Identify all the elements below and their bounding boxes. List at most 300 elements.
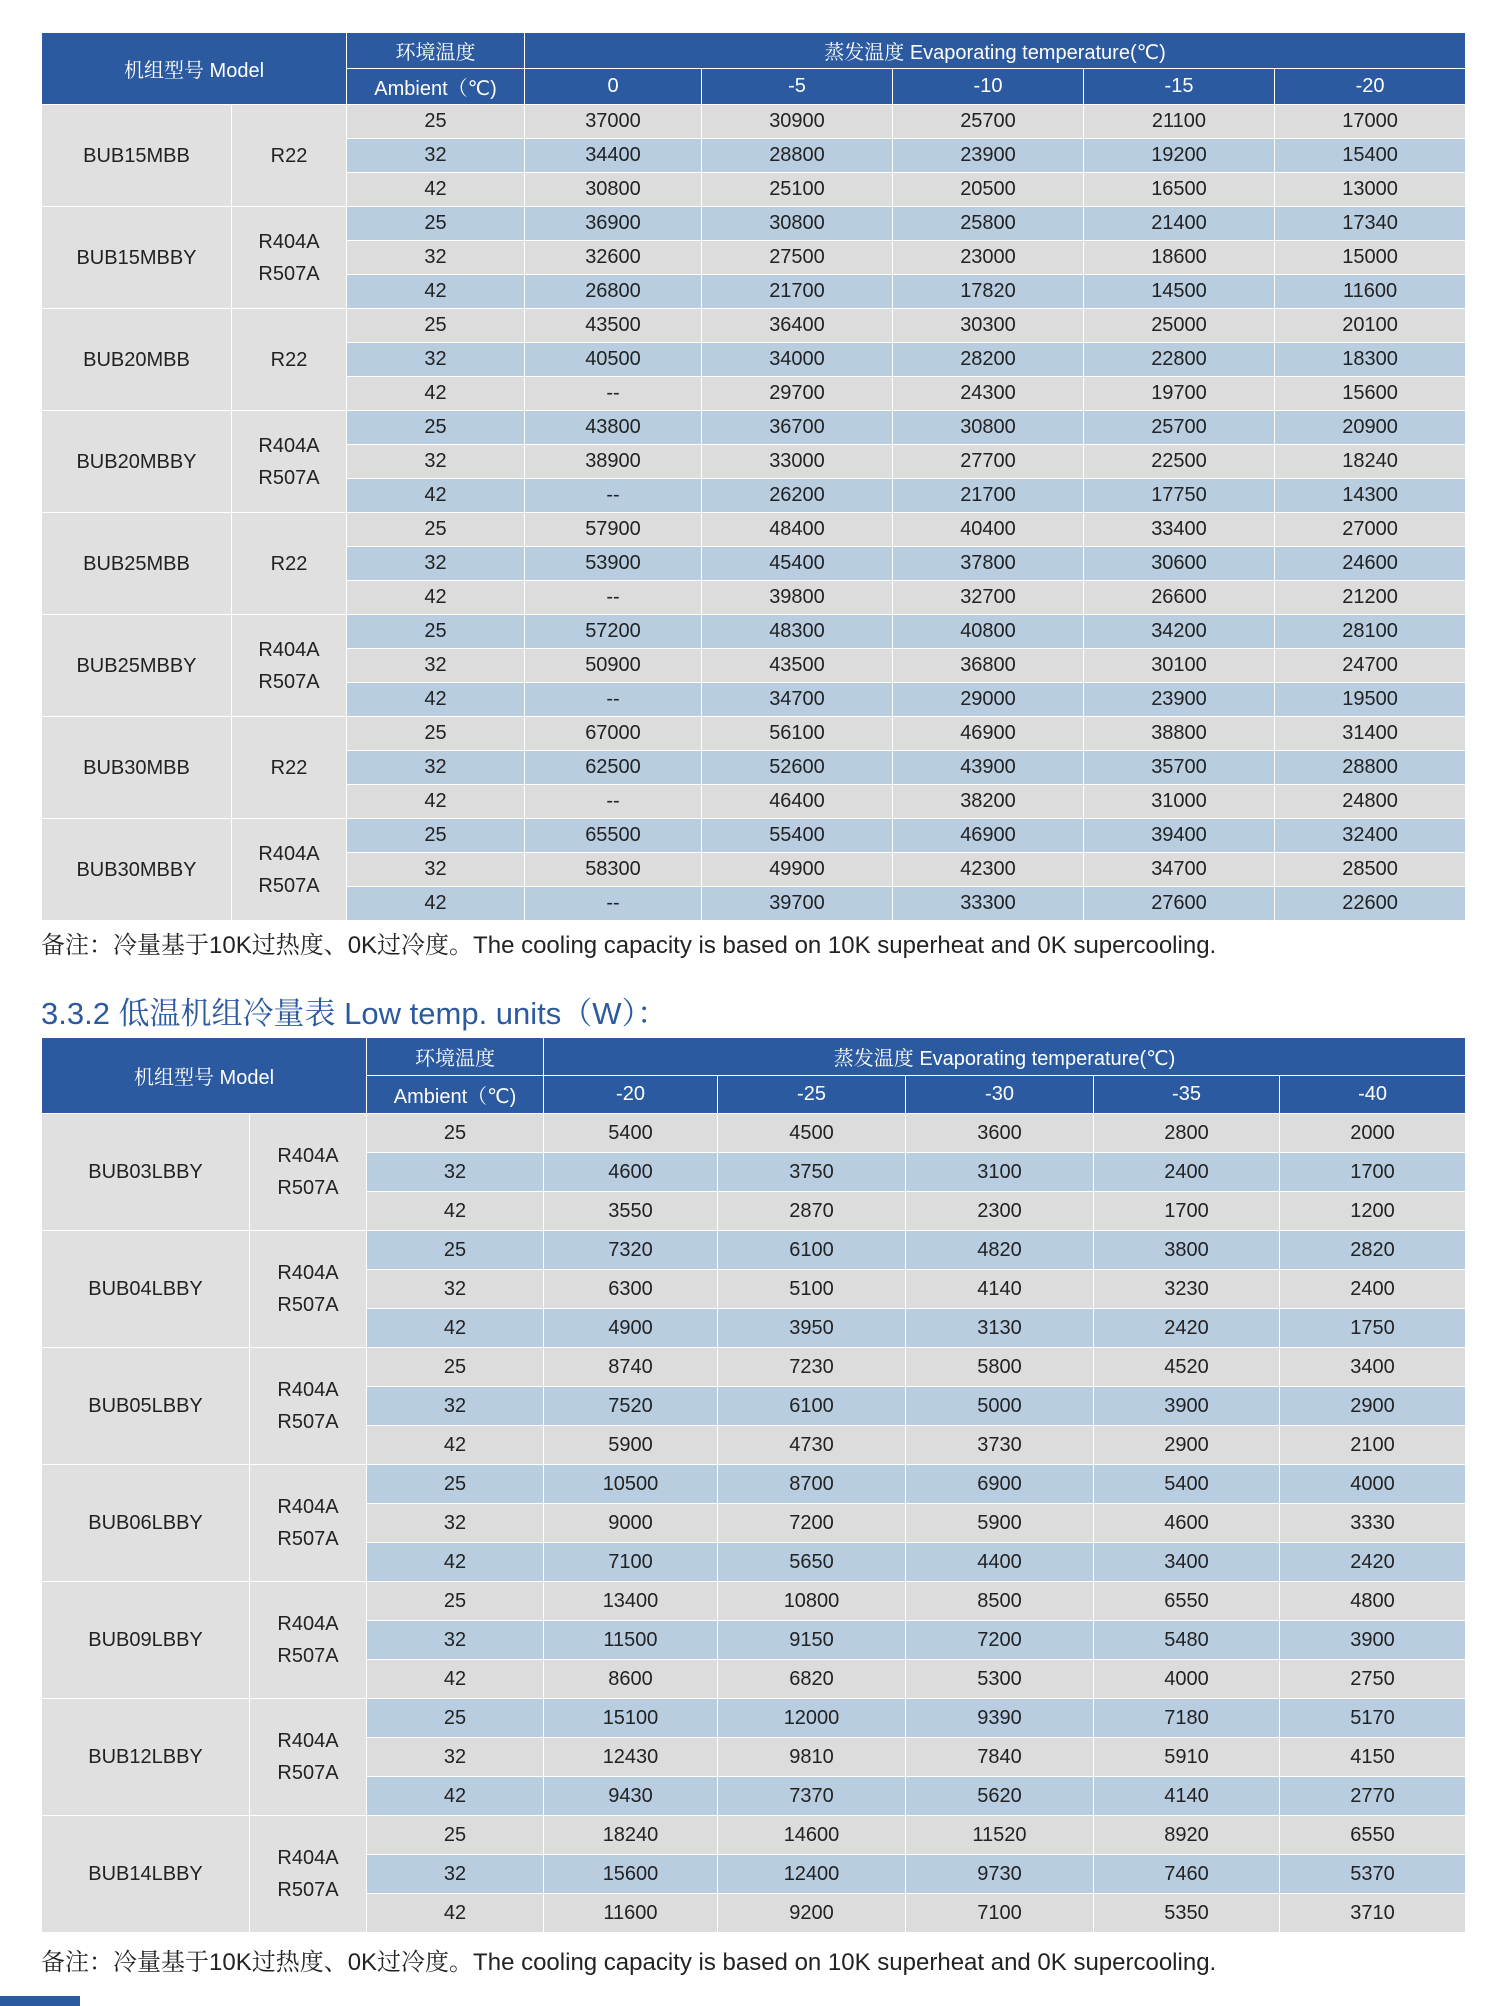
capacity-cell: 1700 <box>1094 1192 1280 1231</box>
refrigerant-label: R404A <box>277 1613 339 1635</box>
capacity-cell: 43500 <box>702 649 893 683</box>
capacity-cell: 22600 <box>1275 887 1466 921</box>
capacity-cell: 25800 <box>893 207 1084 241</box>
ambient-cell: 25 <box>367 1816 544 1855</box>
capacity-cell: 3950 <box>718 1309 906 1348</box>
capacity-cell: 30900 <box>702 105 893 139</box>
evap-col-header: 0 <box>525 69 702 105</box>
ambient-cell: 32 <box>367 1387 544 1426</box>
capacity-cell: 48400 <box>702 513 893 547</box>
capacity-cell: 8500 <box>906 1582 1094 1621</box>
ambient-cell: 32 <box>347 343 525 377</box>
capacity-cell: 19500 <box>1275 683 1466 717</box>
ambient-cell: 25 <box>347 513 525 547</box>
capacity-cell: 18600 <box>1084 241 1275 275</box>
capacity-cell: 37800 <box>893 547 1084 581</box>
refrigerant-label: R507A <box>277 1645 339 1667</box>
capacity-cell: 46900 <box>893 819 1084 853</box>
capacity-cell: 18240 <box>1275 445 1466 479</box>
capacity-cell: 53900 <box>525 547 702 581</box>
capacity-cell: 4140 <box>906 1270 1094 1309</box>
refrigerant-cell <box>250 1231 367 1348</box>
capacity-cell: 3730 <box>906 1426 1094 1465</box>
capacity-cell: 15100 <box>544 1699 718 1738</box>
refrigerant-cell <box>250 1465 367 1582</box>
refrigerant-label: R404A <box>258 434 320 457</box>
capacity-cell: 6300 <box>544 1270 718 1309</box>
capacity-cell: 23900 <box>893 139 1084 173</box>
ambient-cell: 42 <box>367 1660 544 1699</box>
capacity-cell: 4000 <box>1094 1660 1280 1699</box>
capacity-cell: 2750 <box>1280 1660 1466 1699</box>
capacity-cell: 17750 <box>1084 479 1275 513</box>
table-body <box>42 105 1466 921</box>
capacity-cell: 25700 <box>1084 411 1275 445</box>
capacity-cell: 24300 <box>893 377 1084 411</box>
capacity-cell: 9730 <box>906 1855 1094 1894</box>
capacity-cell: 27500 <box>702 241 893 275</box>
capacity-cell: 40400 <box>893 513 1084 547</box>
footnote: 备注：冷量基于10K过热度、0K过冷度。The cooling capacity is based on 10K superheat and 0K supercooling. <box>41 932 1217 959</box>
capacity-cell: 5000 <box>906 1387 1094 1426</box>
model-cell: BUB12LBBY <box>42 1699 250 1816</box>
capacity-cell: 24600 <box>1275 547 1466 581</box>
capacity-cell: 30100 <box>1084 649 1275 683</box>
capacity-cell: -- <box>525 377 702 411</box>
capacity-cell: 3400 <box>1094 1543 1280 1582</box>
footer-accent-bar <box>0 1996 80 2006</box>
capacity-cell: 4150 <box>1280 1738 1466 1777</box>
ambient-cell: 32 <box>347 445 525 479</box>
refrigerant-label: R507A <box>258 670 320 693</box>
capacity-cell: 4400 <box>906 1543 1094 1582</box>
capacity-cell: 25100 <box>702 173 893 207</box>
refrigerant-label: R404A <box>258 842 320 865</box>
capacity-cell: 39800 <box>702 581 893 615</box>
table-row <box>42 1114 1466 1153</box>
capacity-cell: -- <box>525 683 702 717</box>
ambient-cell: 42 <box>347 275 525 309</box>
capacity-cell: 2400 <box>1280 1270 1466 1309</box>
capacity-cell: 9430 <box>544 1777 718 1816</box>
capacity-cell: 32700 <box>893 581 1084 615</box>
capacity-cell: 43900 <box>893 751 1084 785</box>
capacity-cell: 4140 <box>1094 1777 1280 1816</box>
capacity-cell: 57200 <box>525 615 702 649</box>
ambient-cell: 25 <box>347 717 525 751</box>
capacity-cell: 7460 <box>1094 1855 1280 1894</box>
capacity-cell: 7520 <box>544 1387 718 1426</box>
capacity-cell: 17340 <box>1275 207 1466 241</box>
capacity-cell: 5620 <box>906 1777 1094 1816</box>
ambient-cell: 25 <box>347 207 525 241</box>
capacity-cell: 2820 <box>1280 1231 1466 1270</box>
refrigerant-cell <box>232 207 347 309</box>
capacity-cell: 2900 <box>1094 1426 1280 1465</box>
capacity-cell: 12430 <box>544 1738 718 1777</box>
refrigerant-label: R507A <box>258 874 320 897</box>
ambient-cell: 25 <box>347 615 525 649</box>
capacity-cell: 14500 <box>1084 275 1275 309</box>
capacity-cell: 2000 <box>1280 1114 1466 1153</box>
refrigerant-cell <box>232 411 347 513</box>
capacity-cell: 13000 <box>1275 173 1466 207</box>
capacity-cell: 24800 <box>1275 785 1466 819</box>
model-cell: BUB03LBBY <box>42 1114 250 1231</box>
capacity-cell: 5650 <box>718 1543 906 1582</box>
capacity-cell: 27600 <box>1084 887 1275 921</box>
ambient-cell: 32 <box>367 1270 544 1309</box>
table-row <box>42 1348 1466 1387</box>
capacity-cell: 7200 <box>718 1504 906 1543</box>
capacity-cell: 1750 <box>1280 1309 1466 1348</box>
capacity-cell: 10800 <box>718 1582 906 1621</box>
refrigerant-cell <box>232 819 347 921</box>
refrigerant-cell <box>232 513 347 615</box>
capacity-cell: 7100 <box>544 1543 718 1582</box>
table-row <box>42 207 1466 241</box>
capacity-cell: 9000 <box>544 1504 718 1543</box>
capacity-cell: 3900 <box>1094 1387 1280 1426</box>
capacity-cell: 5100 <box>718 1270 906 1309</box>
model-header: 机组型号 Model <box>42 33 347 105</box>
refrigerant-label: R507A <box>277 1879 339 1901</box>
capacity-cell: 7230 <box>718 1348 906 1387</box>
ambient-cell: 32 <box>347 649 525 683</box>
ambient-cell: 42 <box>367 1309 544 1348</box>
capacity-cell: 20500 <box>893 173 1084 207</box>
refrigerant-label: R404A <box>277 1847 339 1869</box>
ambient-cell: 42 <box>367 1543 544 1582</box>
capacity-cell: 33400 <box>1084 513 1275 547</box>
model-cell: BUB25MBB <box>42 513 232 615</box>
refrigerant-label: R507A <box>277 1528 339 1550</box>
capacity-cell: -- <box>525 785 702 819</box>
medium-temp-capacity-table <box>41 32 1466 921</box>
capacity-cell: 3330 <box>1280 1504 1466 1543</box>
capacity-cell: 2420 <box>1094 1309 1280 1348</box>
capacity-cell: 50900 <box>525 649 702 683</box>
capacity-cell: 5400 <box>544 1114 718 1153</box>
capacity-cell: 7370 <box>718 1777 906 1816</box>
capacity-cell: 26800 <box>525 275 702 309</box>
capacity-cell: 29000 <box>893 683 1084 717</box>
refrigerant-label: R22 <box>270 144 308 167</box>
ambient-cell: 32 <box>367 1621 544 1660</box>
capacity-cell: 28800 <box>1275 751 1466 785</box>
capacity-cell: 58300 <box>525 853 702 887</box>
model-cell: BUB20MBB <box>42 309 232 411</box>
capacity-cell: 3230 <box>1094 1270 1280 1309</box>
capacity-cell: 5900 <box>906 1504 1094 1543</box>
capacity-cell: 3100 <box>906 1153 1094 1192</box>
capacity-cell: 24700 <box>1275 649 1466 683</box>
capacity-cell: 40500 <box>525 343 702 377</box>
capacity-cell: 27700 <box>893 445 1084 479</box>
capacity-cell: 12000 <box>718 1699 906 1738</box>
capacity-cell: 62500 <box>525 751 702 785</box>
table-row <box>42 1465 1466 1504</box>
capacity-cell: 8740 <box>544 1348 718 1387</box>
capacity-cell: 34700 <box>702 683 893 717</box>
capacity-cell: 13400 <box>544 1582 718 1621</box>
capacity-cell: 21700 <box>893 479 1084 513</box>
capacity-cell: 31400 <box>1275 717 1466 751</box>
capacity-cell: 34700 <box>1084 853 1275 887</box>
capacity-cell: 4500 <box>718 1114 906 1153</box>
capacity-cell: 34200 <box>1084 615 1275 649</box>
capacity-cell: 49900 <box>702 853 893 887</box>
model-cell: BUB05LBBY <box>42 1348 250 1465</box>
capacity-cell: 7320 <box>544 1231 718 1270</box>
table-row <box>42 1816 1466 1855</box>
capacity-cell: 3600 <box>906 1114 1094 1153</box>
model-cell: BUB09LBBY <box>42 1582 250 1699</box>
capacity-cell: 30600 <box>1084 547 1275 581</box>
refrigerant-label: R507A <box>277 1411 339 1433</box>
capacity-cell: 3550 <box>544 1192 718 1231</box>
table-row <box>42 1231 1466 1270</box>
capacity-cell: 38800 <box>1084 717 1275 751</box>
capacity-cell: 2800 <box>1094 1114 1280 1153</box>
ambient-cell: 25 <box>367 1348 544 1387</box>
capacity-cell: 22500 <box>1084 445 1275 479</box>
capacity-cell: 5480 <box>1094 1621 1280 1660</box>
capacity-cell: 20900 <box>1275 411 1466 445</box>
capacity-cell: 25000 <box>1084 309 1275 343</box>
capacity-cell: 3710 <box>1280 1894 1466 1933</box>
capacity-cell: 1200 <box>1280 1192 1466 1231</box>
capacity-cell: 25700 <box>893 105 1084 139</box>
capacity-cell: 32400 <box>1275 819 1466 853</box>
refrigerant-label: R507A <box>277 1762 339 1784</box>
capacity-cell: 2420 <box>1280 1543 1466 1582</box>
capacity-cell: 35700 <box>1084 751 1275 785</box>
capacity-cell: 16500 <box>1084 173 1275 207</box>
capacity-cell: 43500 <box>525 309 702 343</box>
model-cell: BUB15MBB <box>42 105 232 207</box>
capacity-cell: 15600 <box>1275 377 1466 411</box>
ambient-cell: 32 <box>367 1855 544 1894</box>
ambient-cell: 25 <box>347 309 525 343</box>
ambient-cell: 42 <box>347 683 525 717</box>
ambient-cell: 25 <box>367 1465 544 1504</box>
refrigerant-cell <box>232 615 347 717</box>
capacity-cell: 9200 <box>718 1894 906 1933</box>
capacity-cell: 15000 <box>1275 241 1466 275</box>
capacity-cell: 2900 <box>1280 1387 1466 1426</box>
capacity-cell: 5800 <box>906 1348 1094 1387</box>
capacity-cell: 3130 <box>906 1309 1094 1348</box>
ambient-cell: 25 <box>367 1699 544 1738</box>
capacity-cell: 21700 <box>702 275 893 309</box>
refrigerant-label: R404A <box>277 1262 339 1284</box>
capacity-cell: 43800 <box>525 411 702 445</box>
capacity-cell: 28100 <box>1275 615 1466 649</box>
capacity-cell: 3800 <box>1094 1231 1280 1270</box>
ambient-cell: 42 <box>347 479 525 513</box>
capacity-cell: 12400 <box>718 1855 906 1894</box>
table-row <box>42 1699 1466 1738</box>
capacity-cell: 4600 <box>1094 1504 1280 1543</box>
capacity-cell: 21200 <box>1275 581 1466 615</box>
table-row <box>42 309 1466 343</box>
refrigerant-label: R22 <box>270 348 308 371</box>
model-cell: BUB06LBBY <box>42 1465 250 1582</box>
capacity-cell: 56100 <box>702 717 893 751</box>
ambient-cell: 32 <box>347 853 525 887</box>
capacity-cell: -- <box>525 581 702 615</box>
capacity-cell: 30800 <box>702 207 893 241</box>
capacity-cell: 42300 <box>893 853 1084 887</box>
capacity-cell: 9390 <box>906 1699 1094 1738</box>
refrigerant-cell <box>250 1348 367 1465</box>
capacity-cell: 37000 <box>525 105 702 139</box>
capacity-cell: 33000 <box>702 445 893 479</box>
capacity-cell: 4800 <box>1280 1582 1466 1621</box>
capacity-cell: 34400 <box>525 139 702 173</box>
capacity-cell: 28200 <box>893 343 1084 377</box>
capacity-cell: 2300 <box>906 1192 1094 1231</box>
capacity-cell: 52600 <box>702 751 893 785</box>
model-cell: BUB25MBBY <box>42 615 232 717</box>
capacity-cell: 7840 <box>906 1738 1094 1777</box>
ambient-cell: 42 <box>367 1426 544 1465</box>
capacity-cell: 9810 <box>718 1738 906 1777</box>
evap-col-header: -30 <box>906 1076 1094 1114</box>
capacity-cell: 11500 <box>544 1621 718 1660</box>
table-row <box>42 513 1466 547</box>
ambient-cell: 32 <box>347 547 525 581</box>
refrigerant-label: R404A <box>277 1496 339 1518</box>
table-row <box>42 615 1466 649</box>
evap-col-header: -10 <box>893 69 1084 105</box>
footnote: 备注：冷量基于10K过热度、0K过冷度。The cooling capacity is based on 10K superheat and 0K supercooling. <box>41 1949 1217 1976</box>
ambient-cell: 25 <box>347 411 525 445</box>
capacity-cell: 27000 <box>1275 513 1466 547</box>
capacity-cell: 3900 <box>1280 1621 1466 1660</box>
capacity-cell: 21100 <box>1084 105 1275 139</box>
refrigerant-cell <box>232 717 347 819</box>
refrigerant-cell <box>232 105 347 207</box>
capacity-cell: 3400 <box>1280 1348 1466 1387</box>
ambient-cell: 25 <box>347 819 525 853</box>
capacity-cell: 33300 <box>893 887 1084 921</box>
capacity-cell: 10500 <box>544 1465 718 1504</box>
capacity-cell: 4520 <box>1094 1348 1280 1387</box>
capacity-cell: 57900 <box>525 513 702 547</box>
refrigerant-label: R507A <box>258 262 320 285</box>
capacity-cell: 17000 <box>1275 105 1466 139</box>
capacity-cell: 48300 <box>702 615 893 649</box>
ambient-cell: 25 <box>367 1231 544 1270</box>
capacity-cell: 5300 <box>906 1660 1094 1699</box>
ambient-cell: 42 <box>367 1192 544 1231</box>
evap-col-header: -5 <box>702 69 893 105</box>
capacity-cell: 14600 <box>718 1816 906 1855</box>
model-header: 机组型号 Model <box>42 1038 367 1114</box>
capacity-cell: 20100 <box>1275 309 1466 343</box>
capacity-cell: 2100 <box>1280 1426 1466 1465</box>
capacity-cell: 3750 <box>718 1153 906 1192</box>
ambient-cell: 32 <box>347 241 525 275</box>
capacity-cell: 38200 <box>893 785 1084 819</box>
capacity-cell: 5170 <box>1280 1699 1466 1738</box>
table-body <box>42 1114 1466 1933</box>
refrigerant-label: R404A <box>258 230 320 253</box>
capacity-cell: 2400 <box>1094 1153 1280 1192</box>
ambient-header-en: Ambient（℃) <box>347 69 525 105</box>
ambient-cell: 42 <box>347 377 525 411</box>
capacity-cell: 8700 <box>718 1465 906 1504</box>
evap-col-header: -25 <box>718 1076 906 1114</box>
capacity-cell: -- <box>525 479 702 513</box>
ambient-cell: 42 <box>367 1894 544 1933</box>
capacity-cell: 7180 <box>1094 1699 1280 1738</box>
capacity-cell: 40800 <box>893 615 1084 649</box>
evap-col-header: -40 <box>1280 1076 1466 1114</box>
model-cell: BUB15MBBY <box>42 207 232 309</box>
evap-col-header: -20 <box>544 1076 718 1114</box>
capacity-cell: 19700 <box>1084 377 1275 411</box>
capacity-cell: 31000 <box>1084 785 1275 819</box>
refrigerant-cell <box>232 309 347 411</box>
capacity-cell: 4900 <box>544 1309 718 1348</box>
section-heading: 3.3.2 低温机组冷量表 Low temp. units（W）： <box>41 996 669 1031</box>
ambient-cell: 42 <box>367 1777 544 1816</box>
capacity-cell: 30300 <box>893 309 1084 343</box>
refrigerant-cell <box>250 1699 367 1816</box>
capacity-cell: 1700 <box>1280 1153 1466 1192</box>
capacity-cell: 6100 <box>718 1231 906 1270</box>
capacity-cell: 26200 <box>702 479 893 513</box>
capacity-cell: 65500 <box>525 819 702 853</box>
capacity-cell: 36400 <box>702 309 893 343</box>
refrigerant-label: R404A <box>277 1730 339 1752</box>
capacity-cell: 28800 <box>702 139 893 173</box>
refrigerant-cell <box>250 1816 367 1933</box>
capacity-cell: 6820 <box>718 1660 906 1699</box>
capacity-cell: 4730 <box>718 1426 906 1465</box>
evap-col-header: -15 <box>1084 69 1275 105</box>
capacity-cell: 5900 <box>544 1426 718 1465</box>
capacity-cell: 30800 <box>893 411 1084 445</box>
capacity-cell: 4600 <box>544 1153 718 1192</box>
capacity-cell: 5350 <box>1094 1894 1280 1933</box>
evap-col-header: -35 <box>1094 1076 1280 1114</box>
capacity-cell: 2870 <box>718 1192 906 1231</box>
capacity-cell: 23900 <box>1084 683 1275 717</box>
capacity-cell: 39400 <box>1084 819 1275 853</box>
capacity-cell: 18300 <box>1275 343 1466 377</box>
capacity-cell: 29700 <box>702 377 893 411</box>
table-row <box>42 717 1466 751</box>
table-row <box>42 105 1466 139</box>
ambient-cell: 42 <box>347 887 525 921</box>
refrigerant-label: R507A <box>277 1294 339 1316</box>
capacity-cell: 15400 <box>1275 139 1466 173</box>
capacity-cell: 36800 <box>893 649 1084 683</box>
capacity-cell: -- <box>525 887 702 921</box>
refrigerant-label: R507A <box>277 1177 339 1199</box>
capacity-cell: 2770 <box>1280 1777 1466 1816</box>
table-row <box>42 819 1466 853</box>
capacity-cell: 45400 <box>702 547 893 581</box>
ambient-cell: 42 <box>347 173 525 207</box>
capacity-cell: 11520 <box>906 1816 1094 1855</box>
capacity-cell: 32600 <box>525 241 702 275</box>
capacity-cell: 36900 <box>525 207 702 241</box>
